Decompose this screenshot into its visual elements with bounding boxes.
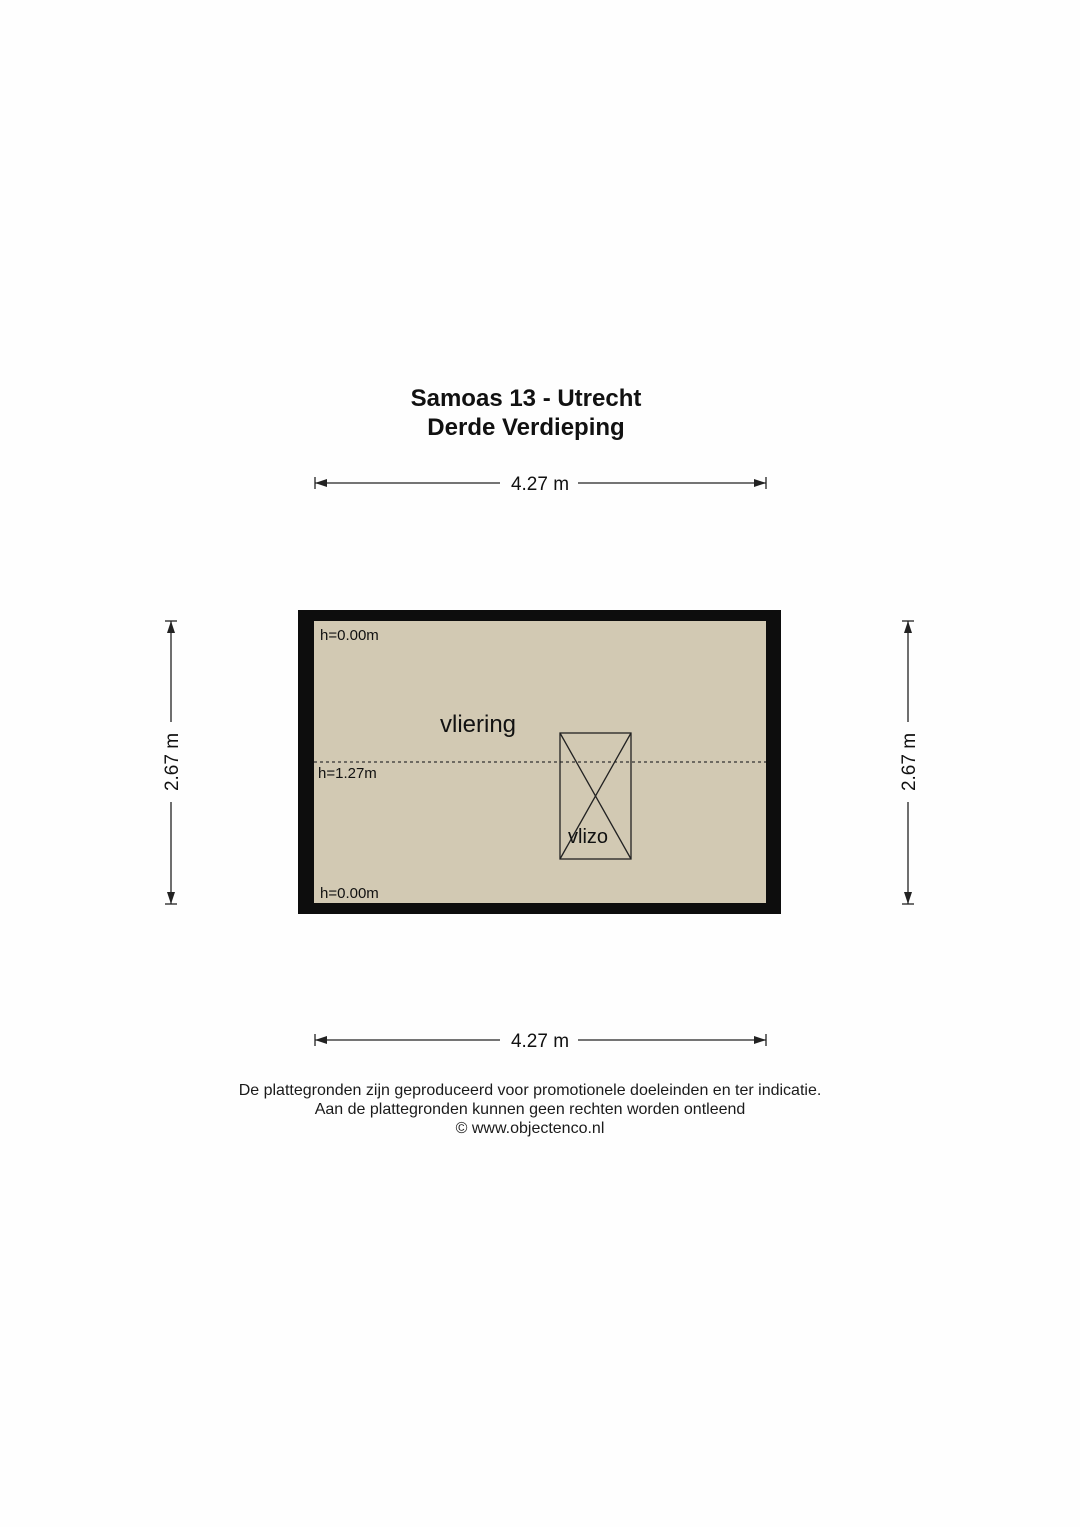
hatch-label: vlizo [568,826,609,848]
disclaimer-line-2: Aan de plattegronden kunnen geen rechten worden ontleend [314,1101,746,1118]
dimension-bottom-label: 4.27 m [510,1031,570,1052]
room-name: vliering [440,711,517,738]
height-label-middle: h=1.27m [318,765,377,782]
disclaimer-line-1: De plattegronden zijn geproduceerd voor promotionele doeleinden en ter indicatie. [238,1082,822,1099]
title-address: Samoas 13 - Utrecht [410,385,642,412]
title-floor: Derde Verdieping [427,414,625,441]
dimension-left-label: 2.67 m [162,732,183,792]
dimension-right-label: 2.67 m [899,732,920,792]
copyright-line: © www.objectenco.nl [455,1120,605,1137]
height-label-bottom: h=0.00m [320,885,379,902]
height-label-top: h=0.00m [320,627,379,644]
disclaimer [0,1081,1060,1138]
dimension-top-label: 4.27 m [510,474,570,495]
